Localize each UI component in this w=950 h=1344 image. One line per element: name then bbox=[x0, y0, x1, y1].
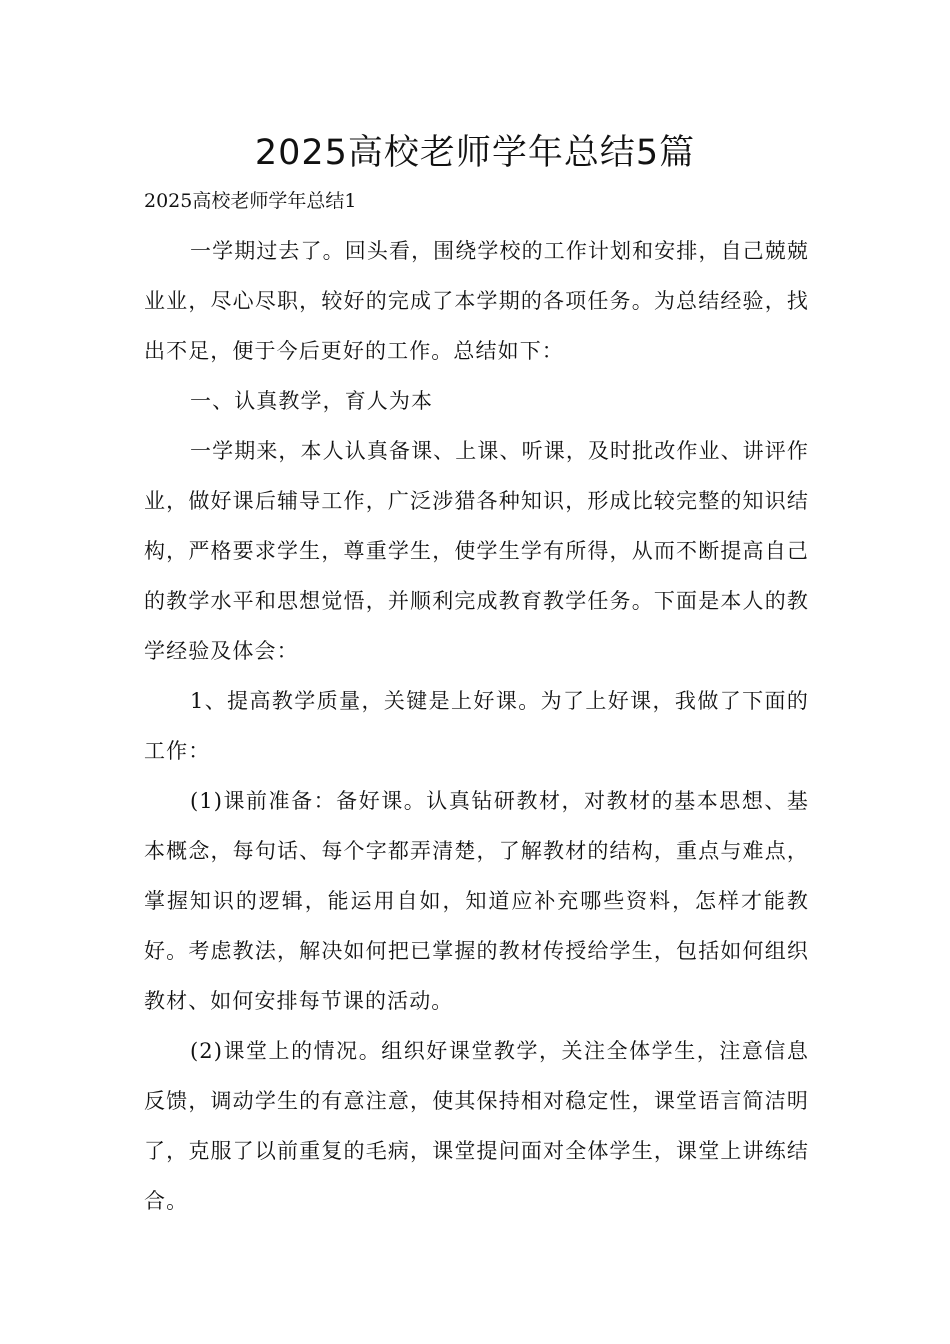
paragraph-point-1: 1、提高教学质量，关键是上好课。为了上好课，我做了下面的工作： bbox=[144, 689, 809, 763]
document-body bbox=[144, 226, 809, 1226]
paragraph-prep: (1)课前准备：备好课。认真钻研教材，对教材的基本思想、基本概念，每句话、每个字都弄清楚，了解教材的结构，重点与难点，掌握知识的逻辑，能运用自如，知道应补充哪些资料，怎样才能教好。考虑教法，解决如何把已掌握的教材传授给学生，包括如何组织教材、如何安排每节课的活动。 bbox=[144, 789, 809, 1013]
document-title: 2025高校老师学年总结5篇 bbox=[254, 133, 696, 173]
paragraph-classroom: (2)课堂上的情况。组织好课堂教学，关注全体学生，注意信息反馈，调动学生的有意注意，使其保持相对稳定性，课堂语言简洁明了，克服了以前重复的毛病，课堂提问面对全体学生，课堂上讲练结合。 bbox=[144, 1039, 809, 1213]
paragraph-heading-1: 一、认真教学，育人为本 bbox=[190, 389, 434, 413]
section-heading: 2025高校老师学年总结1 bbox=[144, 190, 357, 212]
paragraph-teaching: 一学期来，本人认真备课、上课、听课，及时批改作业、讲评作业，做好课后辅导工作，广泛涉猎各种知识，形成比较完整的知识结构，严格要求学生，尊重学生，使学生学有所得，从而不断提高自己的教学水平和思想觉悟，并顺利完成教育教学任务。下面是本人的教学经验及体会： bbox=[144, 439, 809, 663]
paragraph-intro: 一学期过去了。回头看，围绕学校的工作计划和安排，自己兢兢业业，尽心尽职，较好的完成了本学期的各项任务。为总结经验，找出不足，便于今后更好的工作。总结如下： bbox=[144, 239, 809, 363]
